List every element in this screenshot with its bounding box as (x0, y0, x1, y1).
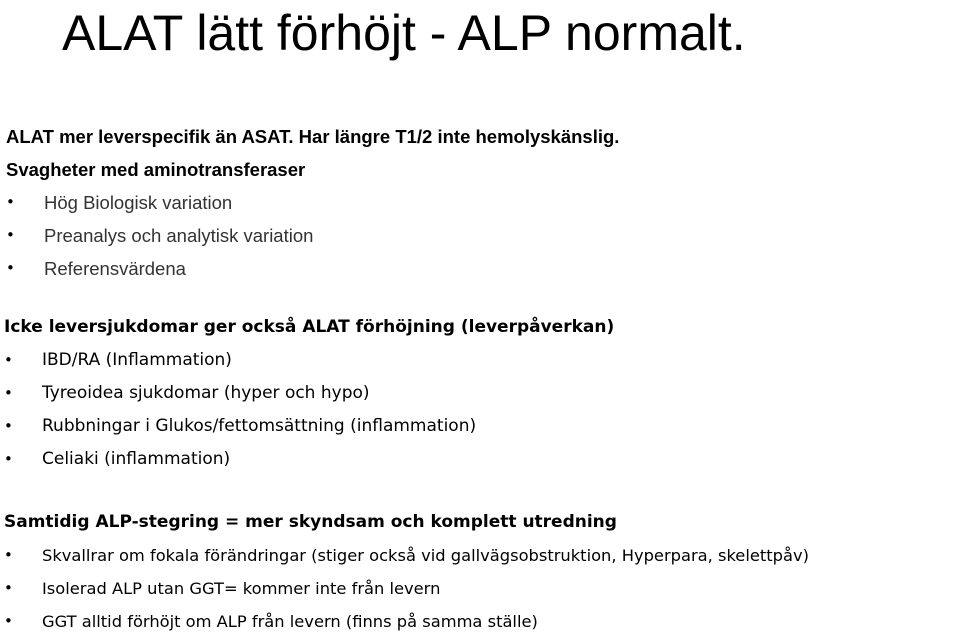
alat-specificity-heading: ALAT mer leverspecifik än ASAT. Har längre T1/2 inte hemolyskänslig. (6, 126, 620, 147)
slide-title: ALAT lätt förhöjt - ALP normalt. (62, 5, 746, 61)
weaknesses-heading: Svagheter med aminotransferaser (6, 159, 306, 180)
alp-elevation-list (4, 539, 809, 638)
non-liver-causes-section (4, 311, 614, 476)
aminotransferase-section (6, 120, 619, 285)
list-item: • Skvallrar om fokala förändringar (stiger också vid gallvägsobstruktion, Hyperpara, skelettpåv) (4, 539, 809, 572)
list-item: • Rubbningar i Glukos/fettomsättning (inflammation) (4, 410, 614, 443)
non-liver-causes-list (4, 344, 614, 476)
list-item: • Referensvärdena (6, 252, 619, 285)
list-item: • Preanalys och analytisk variation (6, 219, 619, 252)
list-item: • IBD/RA (Inflammation) (4, 344, 614, 377)
non-liver-causes-heading: Icke leversjukdomar ger också ALAT förhöjning (leverpåverkan) (4, 317, 615, 337)
list-item: • Hög Biologisk variation (6, 186, 619, 219)
list-item: • Tyreoidea sjukdomar (hyper och hypo) (4, 377, 614, 410)
weaknesses-list (6, 186, 619, 285)
alp-elevation-section (4, 506, 809, 638)
list-item: • GGT alltid förhöjt om ALP från levern (finns på samma ställe) (4, 605, 809, 638)
list-item: • Celiaki (inflammation) (4, 443, 614, 476)
list-item: • Isolerad ALP utan GGT= kommer inte från levern (4, 572, 809, 605)
alp-elevation-heading: Samtidig ALP-stegring = mer skyndsam och komplett utredning (4, 512, 617, 532)
